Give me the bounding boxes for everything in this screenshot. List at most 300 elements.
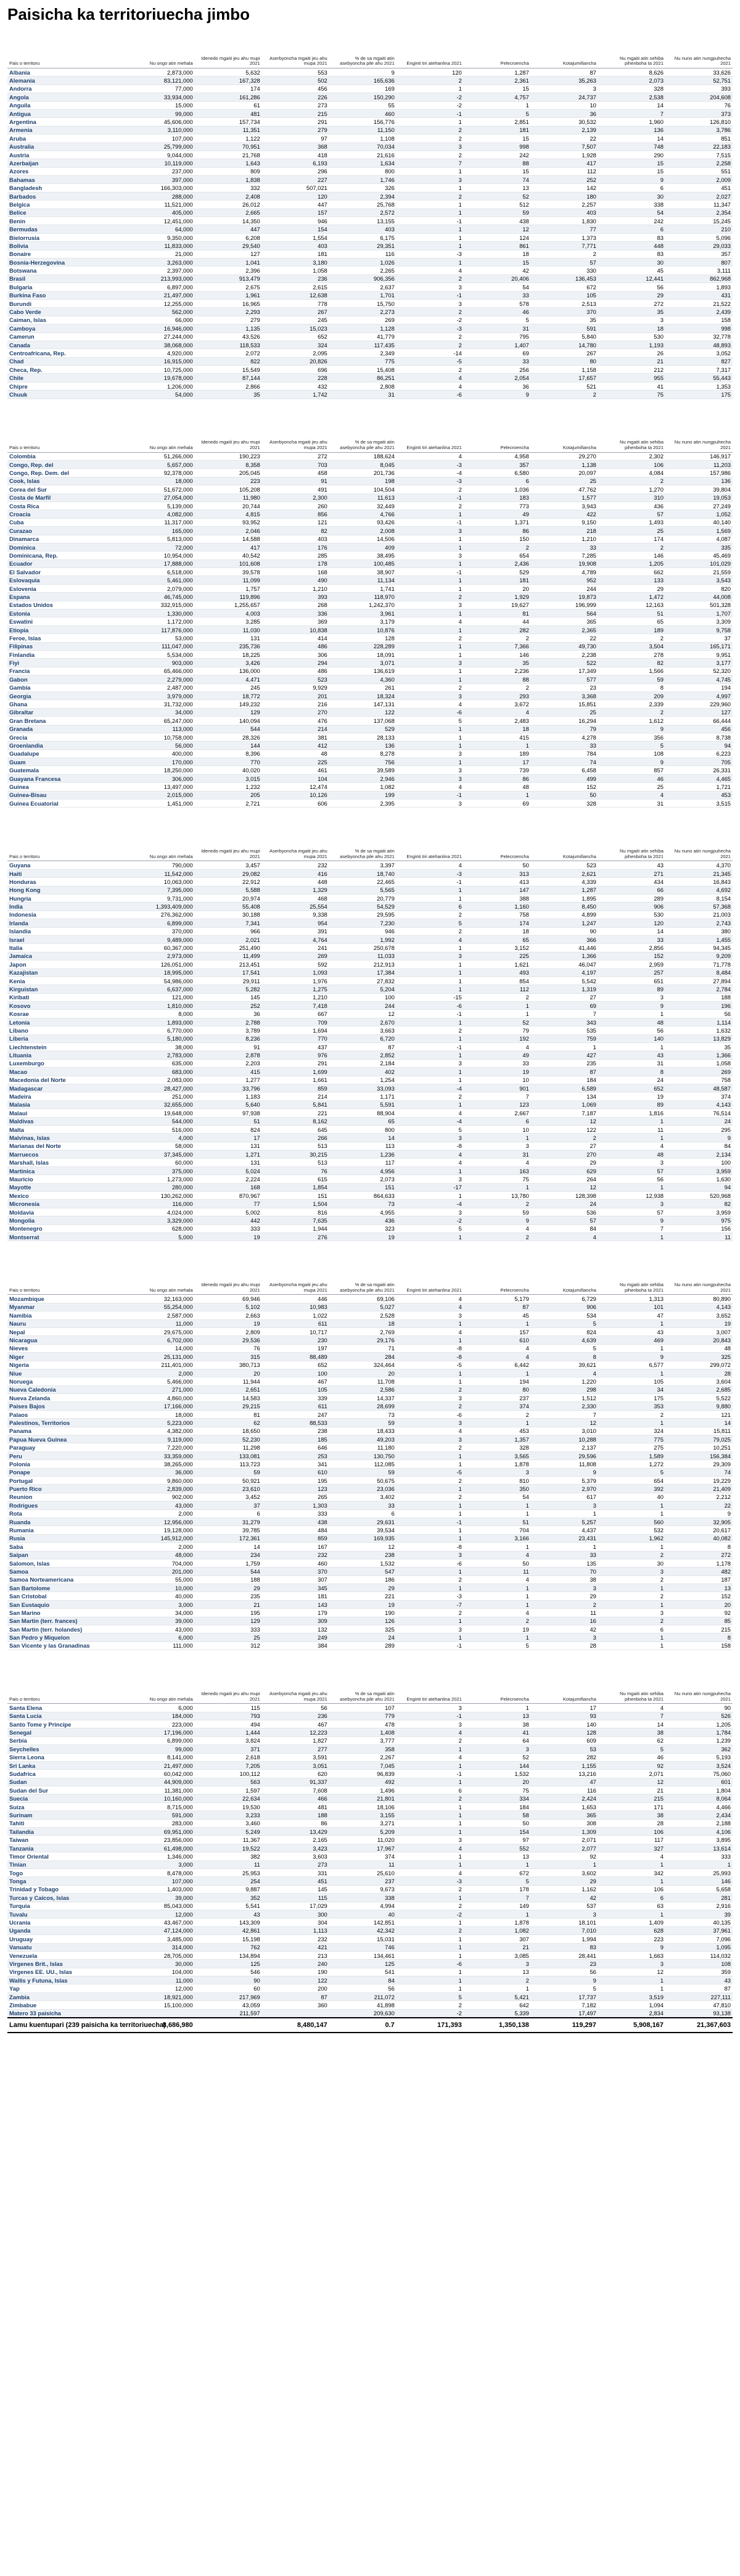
table-cell: 1 bbox=[397, 258, 464, 266]
table-cell: 3 bbox=[397, 601, 464, 609]
table-cell: 1 bbox=[397, 1819, 464, 1827]
table-row bbox=[7, 184, 733, 192]
table-cell: 115 bbox=[262, 1894, 329, 1902]
table-cell: 282 bbox=[531, 1753, 598, 1761]
table-cell: 30 bbox=[598, 258, 665, 266]
table-cell: 26,331 bbox=[665, 766, 733, 774]
table-cell: 645 bbox=[262, 1125, 329, 1133]
table-cell: 28,705,000 bbox=[133, 1951, 195, 1959]
table-cell: 29,033 bbox=[665, 242, 733, 250]
table-cell: 244 bbox=[329, 1002, 397, 1010]
table-cell: 34,000 bbox=[133, 1609, 195, 1617]
country-name: Trinidad y Tobago bbox=[7, 1885, 133, 1893]
table-cell: 27,832 bbox=[329, 976, 397, 985]
table-cell: 269 bbox=[262, 952, 329, 960]
country-name: Ucrania bbox=[7, 1918, 133, 1926]
table-cell: 254 bbox=[195, 1877, 262, 1885]
table-cell: 2,528 bbox=[329, 1311, 397, 1319]
column-header: Idenedo mgaiti jeu ahu mupi 2021 bbox=[195, 1256, 262, 1295]
table-cell: -1 bbox=[397, 217, 464, 225]
table-row bbox=[7, 601, 733, 609]
country-name: San Pedro y Miquelon bbox=[7, 1633, 133, 1641]
table-cell: 113,000 bbox=[133, 725, 195, 733]
table-cell: 14,588 bbox=[195, 535, 262, 543]
table-cell: 1,232 bbox=[195, 783, 262, 791]
table-cell: 360 bbox=[262, 2001, 329, 2009]
column-header: Enginti tiri atehanlina 2021 bbox=[397, 1665, 464, 1704]
table-cell: 1 bbox=[397, 960, 464, 968]
country-name: Rumania bbox=[7, 1526, 133, 1534]
table-cell: 544,000 bbox=[133, 1117, 195, 1125]
table-cell: -6 bbox=[397, 1960, 464, 1968]
country-name: Letonia bbox=[7, 1018, 133, 1026]
table-cell: 324 bbox=[262, 341, 329, 349]
header-row bbox=[7, 30, 733, 68]
table-row bbox=[7, 1344, 733, 1352]
table-cell: 116,000 bbox=[133, 1200, 195, 1208]
table-cell: 1 bbox=[397, 1745, 464, 1753]
table-cell: 646 bbox=[262, 1443, 329, 1451]
table-cell: 65,247,000 bbox=[133, 717, 195, 725]
table-cell: 42 bbox=[531, 1894, 598, 1902]
table-cell: 51,266,000 bbox=[133, 452, 195, 460]
table-cell: 100 bbox=[665, 1158, 733, 1166]
table-cell: 145 bbox=[262, 1885, 329, 1893]
table-cell: 165,171 bbox=[665, 642, 733, 650]
table-cell: 25 bbox=[531, 708, 598, 716]
table-cell: 3,663 bbox=[329, 1026, 397, 1034]
table-cell: 43,000 bbox=[133, 1501, 195, 1509]
table-cell: 4 bbox=[397, 1869, 464, 1877]
table-row bbox=[7, 1584, 733, 1592]
table-cell: 136,619 bbox=[329, 667, 397, 675]
table-cell: 709 bbox=[262, 1018, 329, 1026]
table-cell: 2,615 bbox=[262, 283, 329, 291]
country-name: Guyana bbox=[7, 861, 133, 869]
country-name: Serbia bbox=[7, 1736, 133, 1744]
table-cell: 1,721 bbox=[665, 783, 733, 791]
table-cell: 7 bbox=[598, 1224, 665, 1232]
table-cell: 4 bbox=[464, 1353, 531, 1361]
table-row bbox=[7, 1802, 733, 1810]
table-row bbox=[7, 291, 733, 299]
table-cell: 2,394 bbox=[329, 192, 397, 200]
table-cell: 903,000 bbox=[133, 659, 195, 667]
table-cell: 1,403,000 bbox=[133, 1885, 195, 1893]
table-cell: -15 bbox=[397, 993, 464, 1001]
table-cell: 484 bbox=[262, 1526, 329, 1534]
table-cell: 5 bbox=[598, 1745, 665, 1753]
country-name: Chuuk bbox=[7, 390, 133, 398]
table-row bbox=[7, 357, 733, 365]
table-cell: 1 bbox=[397, 1951, 464, 1959]
table-cell: 1 bbox=[397, 1828, 464, 1836]
table-cell: 1 bbox=[464, 1584, 531, 1592]
table-cell: 229,960 bbox=[665, 700, 733, 708]
table-cell: 447 bbox=[195, 225, 262, 233]
table-cell: 1 bbox=[598, 1043, 665, 1051]
table-row bbox=[7, 625, 733, 634]
table-cell: 6 bbox=[598, 1894, 665, 1902]
table-cell: 242 bbox=[464, 151, 531, 159]
country-name: Matero 33 paisicha bbox=[7, 2009, 133, 2018]
table-cell: 22 bbox=[531, 634, 598, 642]
table-cell: 54 bbox=[464, 1493, 531, 1501]
table-row bbox=[7, 960, 733, 968]
table-cell: 15,811 bbox=[665, 1427, 733, 1435]
table-cell: 370,000 bbox=[133, 927, 195, 935]
table-cell: 16,915,000 bbox=[133, 357, 195, 365]
table-cell: 325 bbox=[665, 1353, 733, 1361]
country-name: Portugal bbox=[7, 1476, 133, 1484]
column-header: Nu ongo atin mehala bbox=[133, 1665, 195, 1704]
table-cell: 4,766 bbox=[329, 510, 397, 518]
table-cell: 1 bbox=[598, 1501, 665, 1509]
table-cell: 2,265 bbox=[329, 266, 397, 275]
table-cell: 136 bbox=[665, 477, 733, 485]
country-name: Aruba bbox=[7, 134, 133, 142]
table-cell: 327 bbox=[598, 1844, 665, 1852]
table-cell: 17,541 bbox=[195, 968, 262, 976]
table-cell: 5 bbox=[397, 919, 464, 927]
table-cell: 70,951 bbox=[195, 142, 262, 151]
table-cell: 190 bbox=[262, 1968, 329, 1976]
table-cell: 1 bbox=[464, 791, 531, 799]
table-row bbox=[7, 1509, 733, 1517]
table-cell: 52 bbox=[464, 1753, 531, 1761]
table-cell: 7 bbox=[397, 159, 464, 167]
table-cell: 901 bbox=[464, 1084, 531, 1092]
table-cell: 313 bbox=[464, 869, 531, 877]
table-cell: 9,929 bbox=[262, 683, 329, 691]
table-cell: 2 bbox=[397, 927, 464, 935]
table-cell: 15 bbox=[598, 167, 665, 175]
table-cell: 8,738 bbox=[665, 733, 733, 741]
country-name: Islandia bbox=[7, 927, 133, 935]
table-row bbox=[7, 134, 733, 142]
table-row bbox=[7, 1794, 733, 1802]
country-name: Lituania bbox=[7, 1051, 133, 1059]
table-cell: -1 bbox=[397, 1641, 464, 1649]
table-cell: 5 bbox=[531, 1984, 598, 1992]
table-row bbox=[7, 1501, 733, 1509]
table-cell: 4,958 bbox=[464, 452, 531, 460]
country-name: Camboya bbox=[7, 324, 133, 332]
table-cell: 4 bbox=[397, 1327, 464, 1335]
table-cell: 2 bbox=[397, 151, 464, 159]
table-cell: 955 bbox=[598, 374, 665, 382]
table-row bbox=[7, 1493, 733, 1501]
table-cell: 33,934,000 bbox=[133, 93, 195, 101]
country-name: Madeira bbox=[7, 1092, 133, 1100]
table-cell: 260 bbox=[262, 502, 329, 510]
table-cell: 4 bbox=[397, 617, 464, 625]
country-name: Estonia bbox=[7, 609, 133, 617]
column-header: Pais o territoru bbox=[7, 822, 133, 861]
data-table bbox=[7, 1665, 733, 2033]
table-cell: 1 bbox=[397, 1534, 464, 1542]
table-cell: 48 bbox=[464, 783, 531, 791]
table-cell: 403 bbox=[262, 242, 329, 250]
table-cell: 167 bbox=[262, 1543, 329, 1551]
table-cell: 73 bbox=[329, 1200, 397, 1208]
table-row bbox=[7, 985, 733, 993]
table-row bbox=[7, 366, 733, 374]
country-name: Ecuador bbox=[7, 559, 133, 568]
country-name: Italia bbox=[7, 944, 133, 952]
table-cell: 268 bbox=[262, 601, 329, 609]
table-cell: 3,111 bbox=[665, 266, 733, 275]
table-cell: 1,210 bbox=[262, 584, 329, 592]
table-cell: 26 bbox=[598, 349, 665, 357]
table-cell: 456 bbox=[262, 85, 329, 93]
table-cell: 4,024,000 bbox=[133, 1208, 195, 1216]
table-cell: 800 bbox=[329, 1125, 397, 1133]
table-cell: 1,210 bbox=[531, 535, 598, 543]
table-cell: 146 bbox=[464, 651, 531, 659]
table-row bbox=[7, 126, 733, 134]
table-cell: 60,367,000 bbox=[133, 944, 195, 952]
table-row bbox=[7, 1427, 733, 1435]
table-cell: 1,597 bbox=[195, 1786, 262, 1794]
table-cell: 282 bbox=[464, 625, 531, 634]
table-cell: 2 bbox=[531, 390, 598, 398]
table-cell: 186 bbox=[329, 1575, 397, 1583]
table-row bbox=[7, 485, 733, 493]
table-row bbox=[7, 976, 733, 985]
table-cell: 591,000 bbox=[133, 1811, 195, 1819]
table-cell: 1,746 bbox=[329, 176, 397, 184]
table-cell: 1,512 bbox=[531, 1394, 598, 1402]
table-cell: 18,000 bbox=[133, 477, 195, 485]
table-cell: 106 bbox=[598, 1885, 665, 1893]
table-cell: 278 bbox=[598, 651, 665, 659]
table-cell: 3,824 bbox=[195, 1736, 262, 1744]
table-cell: 403 bbox=[262, 535, 329, 543]
table-cell: 1 bbox=[464, 741, 531, 749]
table-cell: 331 bbox=[262, 1869, 329, 1877]
table-row bbox=[7, 1575, 733, 1583]
table-cell: 8,154 bbox=[665, 894, 733, 902]
table-cell: 90 bbox=[531, 927, 598, 935]
table-cell: 178 bbox=[262, 559, 329, 568]
table-cell: 41,446 bbox=[531, 944, 598, 952]
table-cell: 1,694 bbox=[262, 1026, 329, 1034]
table-cell: 8 bbox=[665, 1633, 733, 1641]
table-cell: 189 bbox=[598, 625, 665, 634]
table-cell: 42,342 bbox=[329, 1926, 397, 1934]
table-cell: 218 bbox=[531, 527, 598, 535]
country-name: Liechtenstein bbox=[7, 1043, 133, 1051]
table-cell: 6,458 bbox=[531, 766, 598, 774]
table-cell: 14 bbox=[598, 927, 665, 935]
table-cell: 1 bbox=[464, 1319, 531, 1327]
table-cell: 306 bbox=[262, 651, 329, 659]
table-cell: 2,866 bbox=[195, 382, 262, 390]
table-cell: 2,267 bbox=[329, 1753, 397, 1761]
table-cell: 5 bbox=[397, 717, 464, 725]
table-cell: 1,254 bbox=[329, 1076, 397, 1084]
table-cell: 18 bbox=[464, 725, 531, 733]
table-cell: 1,371 bbox=[464, 518, 531, 526]
country-name: Gabon bbox=[7, 675, 133, 683]
country-name: Barbados bbox=[7, 192, 133, 200]
table-cell: 44 bbox=[464, 617, 531, 625]
table-cell: 184 bbox=[464, 1802, 531, 1810]
table-cell: 136,453 bbox=[531, 275, 598, 283]
table-cell: 17 bbox=[464, 758, 531, 766]
table-cell: 5,282 bbox=[195, 985, 262, 993]
table-cell: 55 bbox=[329, 101, 397, 109]
table-cell: 21,616 bbox=[329, 151, 397, 159]
table-cell: 610 bbox=[464, 1336, 531, 1344]
total-cell: 8,480,147 bbox=[262, 2018, 329, 2033]
table-cell: 57 bbox=[531, 1216, 598, 1224]
table-cell: 4 bbox=[397, 1427, 464, 1435]
table-cell: 88 bbox=[464, 159, 531, 167]
table-cell: 16,946,000 bbox=[133, 324, 195, 332]
table-cell: 150,290 bbox=[329, 93, 397, 101]
table-cell: 2,009 bbox=[665, 176, 733, 184]
table-cell: 157,986 bbox=[665, 469, 733, 477]
table-cell: 40 bbox=[329, 1910, 397, 1918]
table-cell: 861 bbox=[464, 242, 531, 250]
table-cell: 392 bbox=[598, 1485, 665, 1493]
table-cell: 448 bbox=[262, 878, 329, 886]
table-row bbox=[7, 1869, 733, 1877]
table-cell: 134,461 bbox=[329, 1951, 397, 1959]
table-cell: 1 bbox=[397, 1802, 464, 1810]
table-cell: 46,745,000 bbox=[133, 593, 195, 601]
table-cell: 57 bbox=[598, 510, 665, 518]
country-name: Sudan del Sur bbox=[7, 1786, 133, 1794]
table-cell: 3,604 bbox=[665, 1377, 733, 1385]
table-cell: 107,000 bbox=[133, 134, 195, 142]
table-cell: 168 bbox=[262, 568, 329, 576]
table-cell: 2,670 bbox=[329, 1018, 397, 1026]
table-cell: 24,737 bbox=[531, 93, 598, 101]
table-cell: 79,025 bbox=[665, 1435, 733, 1443]
table-cell: 438 bbox=[262, 1517, 329, 1525]
country-name: Mayotte bbox=[7, 1183, 133, 1191]
country-name: Camerun bbox=[7, 332, 133, 341]
table-cell: 41 bbox=[464, 1728, 531, 1736]
table-cell: -5 bbox=[397, 1361, 464, 1369]
table-cell: 3,457 bbox=[195, 861, 262, 869]
table-cell: 112 bbox=[464, 985, 531, 993]
table-cell: 65 bbox=[598, 617, 665, 625]
table-cell: 118,533 bbox=[195, 341, 262, 349]
table-cell: 2,137 bbox=[531, 1443, 598, 1451]
table-cell: 24 bbox=[329, 1633, 397, 1641]
table-cell: 461 bbox=[262, 766, 329, 774]
table-cell: 466 bbox=[262, 1794, 329, 1802]
table-row bbox=[7, 609, 733, 617]
table-cell: 19,648,000 bbox=[133, 1109, 195, 1117]
table-cell: 1,532 bbox=[464, 1770, 531, 1778]
table-row bbox=[7, 1625, 733, 1633]
table-cell: 3,979,000 bbox=[133, 691, 195, 700]
table-cell: 2,873,000 bbox=[133, 68, 195, 76]
country-name: Cuba bbox=[7, 518, 133, 526]
table-cell: 45,606,000 bbox=[133, 118, 195, 126]
table-row bbox=[7, 1192, 733, 1200]
table-cell: 2,784 bbox=[665, 985, 733, 993]
table-row bbox=[7, 1460, 733, 1468]
table-cell: 19,522 bbox=[195, 1844, 262, 1852]
table-cell: 3,786 bbox=[665, 126, 733, 134]
table-cell: 2 bbox=[464, 1976, 531, 1984]
table-cell: 143,309 bbox=[195, 1918, 262, 1926]
table-cell: -2 bbox=[397, 101, 464, 109]
table-cell: 283,000 bbox=[133, 1819, 195, 1827]
table-cell: 8,141,000 bbox=[133, 1753, 195, 1761]
table-cell: 238 bbox=[262, 1427, 329, 1435]
table-cell: 12,474 bbox=[262, 783, 329, 791]
table-cell: 534 bbox=[531, 1311, 598, 1319]
table-cell: 913,479 bbox=[195, 275, 262, 283]
table-cell: 43,467,000 bbox=[133, 1918, 195, 1926]
country-name: Espana bbox=[7, 593, 133, 601]
table-cell: 1,113 bbox=[262, 1926, 329, 1934]
table-cell: 3,591 bbox=[262, 1753, 329, 1761]
country-name: Uganda bbox=[7, 1926, 133, 1934]
table-cell: 38,495 bbox=[329, 551, 397, 559]
table-cell: 1,407 bbox=[464, 341, 531, 349]
table-cell: 1 bbox=[598, 1543, 665, 1551]
table-cell: 2 bbox=[464, 543, 531, 551]
country-name: Marshall, Islas bbox=[7, 1158, 133, 1166]
table-cell: 144 bbox=[195, 741, 262, 749]
table-cell: 13 bbox=[464, 1968, 531, 1976]
table-cell: 280,000 bbox=[133, 1183, 195, 1191]
table-cell: 3 bbox=[397, 1419, 464, 1427]
table-cell: 2,258 bbox=[665, 159, 733, 167]
table-cell: 214 bbox=[262, 725, 329, 733]
table-cell: 409 bbox=[329, 543, 397, 551]
table-row bbox=[7, 766, 733, 774]
table-cell: 221 bbox=[329, 1592, 397, 1600]
table-cell: 492 bbox=[329, 1778, 397, 1786]
table-cell: 3 bbox=[397, 299, 464, 307]
table-cell: 2 bbox=[397, 308, 464, 316]
table-cell: 324 bbox=[598, 1427, 665, 1435]
table-cell: 279 bbox=[262, 126, 329, 134]
table-cell: 906 bbox=[531, 1303, 598, 1311]
table-cell: 11,833,000 bbox=[133, 242, 195, 250]
table-cell: 8,278 bbox=[329, 749, 397, 758]
table-cell: 15,750 bbox=[329, 299, 397, 307]
table-cell: 4,471 bbox=[195, 675, 262, 683]
table-cell: 501,328 bbox=[665, 601, 733, 609]
table-row bbox=[7, 1043, 733, 1051]
table-cell: 17,196,000 bbox=[133, 1728, 195, 1736]
table-cell: 1 bbox=[397, 1852, 464, 1860]
table-cell: 212 bbox=[598, 366, 665, 374]
table-cell: 4,084 bbox=[598, 469, 665, 477]
table-cell: 18,740 bbox=[329, 869, 397, 877]
table-cell: 9,758 bbox=[665, 625, 733, 634]
table-cell: 3 bbox=[598, 1609, 665, 1617]
table-cell: 18,995,000 bbox=[133, 968, 195, 976]
table-cell: 2,302 bbox=[598, 452, 665, 460]
table-cell: 29,536 bbox=[195, 1336, 262, 1344]
table-cell: 105 bbox=[598, 1377, 665, 1385]
table-cell: 4 bbox=[598, 1142, 665, 1150]
table-cell: 1,273,000 bbox=[133, 1175, 195, 1183]
table-cell: 23,036 bbox=[329, 1485, 397, 1493]
table-cell: 2,856 bbox=[598, 944, 665, 952]
